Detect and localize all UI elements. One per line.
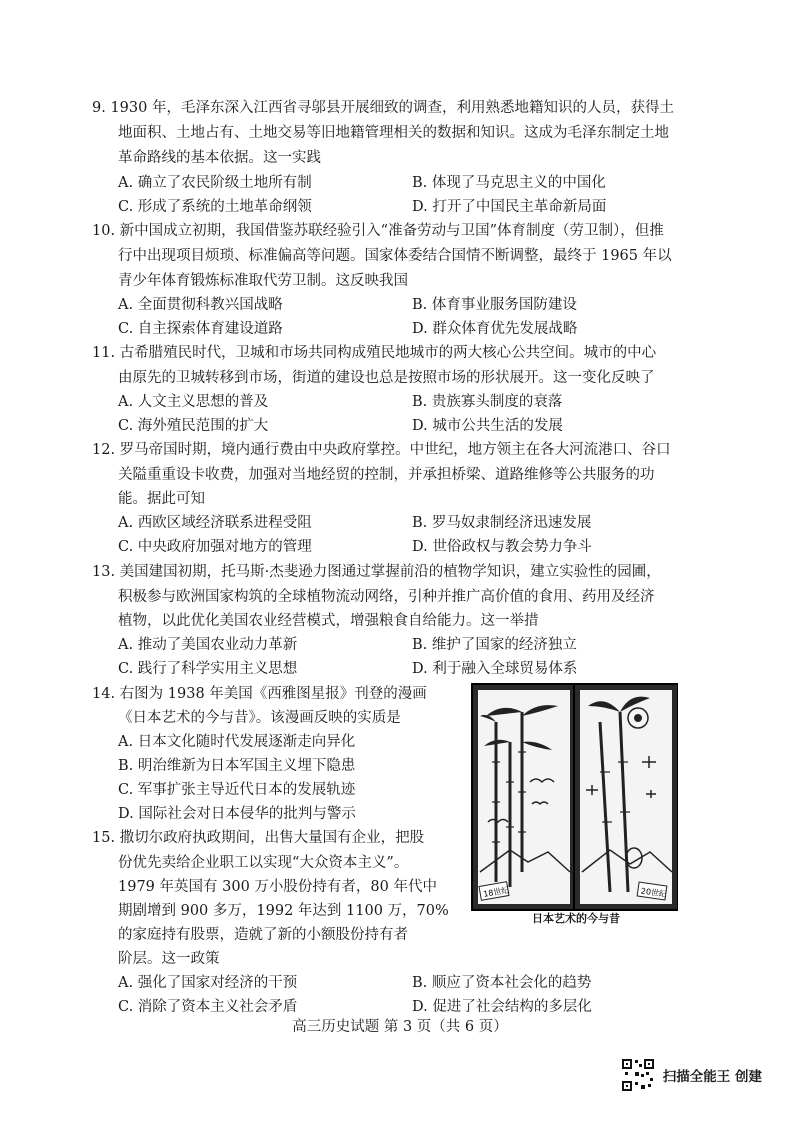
q13-line-2: 积极参与欧洲国家构筑的全球植物流动网络，引种并推广高价值的食用、药用及经济 bbox=[118, 589, 655, 605]
cartoon-caption: 日本艺术的今与昔 bbox=[532, 912, 620, 925]
q10-option-d: D. 群众体育优先发展战略 bbox=[412, 321, 578, 337]
q15-option-c: C. 消除了资本主义社会矛盾 bbox=[118, 999, 298, 1015]
q15-option-a: A. 强化了国家对经济的干预 bbox=[118, 975, 298, 991]
q9-line-2: 地面积、土地占有、土地交易等旧地籍管理相关的数据和知识。这成为毛泽东制定土地 bbox=[118, 125, 669, 141]
q13-option-a: A. 推动了美国农业动力革新 bbox=[118, 637, 298, 653]
q15-line-2: 份优先卖给企业职工以实现“大众资本主义”。 bbox=[118, 855, 409, 871]
q10-option-b: B. 体育事业服务国防建设 bbox=[412, 297, 577, 313]
q10-line-2: 行中出现项目烦琐、标准偏高等问题。国家体委结合国情不断调整，最终于 1965 年以 bbox=[118, 248, 672, 264]
q15-line-3: 1979 年英国有 300 万小股份持有者，80 年代中 bbox=[118, 879, 437, 895]
q13-option-b: B. 维护了国家的经济独立 bbox=[412, 637, 577, 653]
page-footer: 高三历史试题 第 3 页（共 6 页） bbox=[292, 1019, 508, 1035]
q15-line-6: 阶层。这一政策 bbox=[118, 951, 220, 967]
q12-option-c: C. 中央政府加强对地方的管理 bbox=[118, 539, 312, 555]
q11-line-2: 由原先的卫城转移到市场，街道的建设也总是按照市场的形状展开。这一变化反映了 bbox=[118, 370, 655, 386]
q12-line-2: 关隘重重设卡收费，加强对当地经贸的控制，并承担桥梁、道路维修等公共服务的功 bbox=[118, 467, 655, 483]
q10-option-c: C. 自主探索体育建设道路 bbox=[118, 321, 283, 337]
q14-option-c: C. 军事扩张主导近代日本的发展轨迹 bbox=[118, 782, 356, 798]
q15-line-5: 的家庭持有股票，造就了新的小额股份持有者 bbox=[118, 927, 408, 943]
left-panel-label: 18世纪 bbox=[482, 885, 510, 899]
q15-option-b: B. 顺应了资本社会化的趋势 bbox=[412, 975, 592, 991]
q12-option-a: A. 西欧区域经济联系进程受阻 bbox=[118, 515, 312, 531]
q13-option-c: C. 践行了科学实用主义思想 bbox=[118, 661, 298, 677]
scanner-label: 扫描全能王 创建 bbox=[662, 1069, 762, 1085]
q10-line-1: 10. 新中国成立初期，我国借鉴苏联经验引入“准备劳动与卫国”体育制度（劳卫制），但推 bbox=[92, 223, 664, 239]
q14-line-2: 《日本艺术的今与昔》。该漫画反映的实质是 bbox=[118, 710, 401, 726]
q9-option-a: A. 确立了农民阶级土地所有制 bbox=[118, 175, 312, 191]
q14-line-1: 14. 右图为 1938 年美国《西雅图星报》刊登的漫画 bbox=[92, 686, 427, 702]
cartoon-illustration bbox=[470, 682, 678, 932]
q13-option-d: D. 利于融入全球贸易体系 bbox=[412, 661, 578, 677]
q15-option-d: D. 促进了社会结构的多层化 bbox=[412, 999, 592, 1015]
q14-option-a: A. 日本文化随时代发展逐渐走向异化 bbox=[118, 734, 356, 750]
q11-option-d: D. 城市公共生活的发展 bbox=[412, 418, 563, 434]
q9-line-1: 9. 1930 年，毛泽东深入江西省寻邬县开展细致的调查，利用熟悉地籍知识的人员，获得土 bbox=[92, 100, 674, 116]
q9-line-3: 革命路线的基本依据。这一实践 bbox=[118, 150, 321, 166]
q10-option-a: A. 全面贯彻科教兴国战略 bbox=[118, 297, 283, 313]
right-panel-label: 20世纪 bbox=[640, 886, 668, 900]
q15-line-4: 期剧增到 900 多万，1992 年达到 1100 万，70% bbox=[118, 903, 449, 919]
q12-line-1: 12. 罗马帝国时期，境内通行费由中央政府掌控。中世纪，地方领主在各大河流港口、谷口 bbox=[92, 442, 671, 458]
q9-option-d: D. 打开了中国民主革命新局面 bbox=[412, 199, 607, 215]
q12-line-3: 能。据此可知 bbox=[118, 491, 205, 507]
q12-option-b: B. 罗马奴隶制经济迅速发展 bbox=[412, 515, 592, 531]
q13-line-1: 13. 美国建国初期，托马斯·杰斐逊力图通过掌握前沿的植物学知识，建立实验性的园圃， bbox=[92, 564, 661, 580]
q10-line-3: 青少年体育锻炼标准取代劳卫制。这反映我国 bbox=[118, 273, 408, 289]
q14-option-b: B. 明治维新为日本军国主义埋下隐患 bbox=[118, 758, 356, 774]
qr-code-icon bbox=[621, 1058, 655, 1092]
q11-option-a: A. 人文主义思想的普及 bbox=[118, 394, 269, 410]
q13-line-3: 植物，以此优化美国农业经营模式，增强粮食自给能力。这一举措 bbox=[118, 613, 539, 629]
q11-line-1: 11. 古希腊殖民时代，卫城和市场共同构成殖民地城市的两大核心公共空间。城市的中心 bbox=[92, 345, 657, 361]
scanner-watermark bbox=[621, 1058, 762, 1092]
q14-option-d: D. 国际社会对日本侵华的批判与警示 bbox=[118, 806, 356, 822]
q11-option-b: B. 贵族寡头制度的衰落 bbox=[412, 394, 563, 410]
q12-option-d: D. 世俗政权与教会势力争斗 bbox=[412, 539, 592, 555]
q15-line-1: 15. 撒切尔政府执政期间，出售大量国有企业，把股 bbox=[92, 830, 425, 846]
q9-option-b: B. 体现了马克思主义的中国化 bbox=[412, 175, 606, 191]
q9-option-c: C. 形成了系统的土地革命纲领 bbox=[118, 199, 312, 215]
q11-option-c: C. 海外殖民范围的扩大 bbox=[118, 418, 269, 434]
